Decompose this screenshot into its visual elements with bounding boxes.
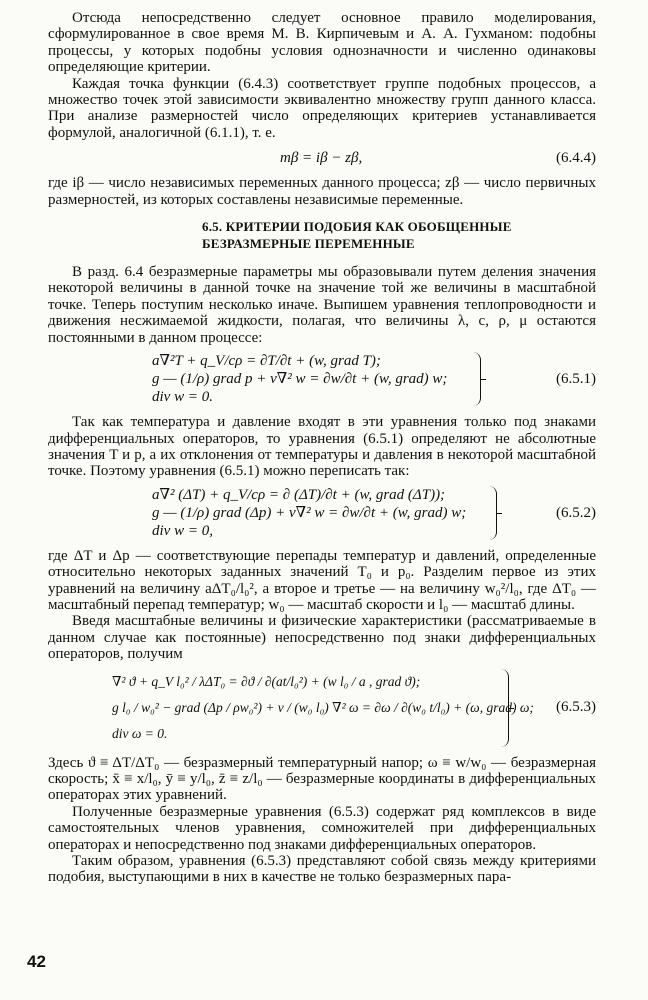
equation-6-5-3-line-3: div ω = 0. [112, 725, 168, 741]
page [48, 10, 596, 886]
equation-6-5-2-line-2: g — (1/ρ) grad (Δp) + ν∇² w = ∂w/∂t + (w, grad) w; [152, 504, 467, 521]
section-heading [202, 218, 596, 252]
equation-6-5-3 [48, 669, 596, 747]
equation-6-5-1-line-3: div w = 0. [152, 389, 213, 406]
paragraph-5: Так как температура и давление входят в эти уравнения только под знаками дифференциальных операторов, то уравнения (6.5.1) определяют не абсолютные значения T и p, а их отклонения от температуры и давления в некоторой масштабной точке. Поэтому уравнения (6.5.1) можно переписать так: [48, 414, 596, 480]
paragraph-7: Введя масштабные величины и физические характеристики (рассматриваемые в данном случае как постоянные) непосредственно под знаки дифференциальных операторов, получим [48, 613, 596, 663]
paragraph-8: Здесь ϑ ≡ ΔT/ΔT₀ — безразмерный температурный напор; ω ≡ w/w₀ — безразмерная скорость; x̄ ≡ x/l₀, ȳ ≡ y/l₀, z̄ ≡ z/l₀ — безразмерные координаты в дифференциальных операторах этих уравнений. [48, 754, 596, 804]
equation-brace [472, 352, 481, 406]
equation-brace [488, 486, 497, 540]
equation-6-5-1 [48, 352, 596, 406]
equation-number-6-4-4: (6.4.4) [556, 150, 596, 167]
paragraph-1: Отсюда непосредственно следует основное правило моделирования, сформулированное в свое время М. В. Кирпичевым и А. А. Гухманом: подобны процессы, у которых подобны условия однозначности и численно одинаковы определяющие критерии. [48, 10, 596, 76]
equation-6-5-2-line-3: div w = 0, [152, 522, 213, 539]
equation-6-5-1-line-2: g — (1/ρ) grad p + ν∇² w = ∂w/∂t + (w, grad) w; [152, 371, 448, 388]
equation-6-4-4 [48, 141, 596, 175]
equation-number-6-5-2: (6.5.2) [556, 504, 596, 521]
paragraph-9: Полученные безразмерные уравнения (6.5.3) содержат ряд комплексов в виде самостоятельных членов уравнения, сомножителей при дифференциальных операторах и непосредственно под знаками дифференциальных операторов. [48, 803, 596, 853]
paragraph-10: Таким образом, уравнения (6.5.3) представляют собой связь между критериями подобия, выступающими в них в качестве не только безразмерных пара- [48, 853, 596, 886]
paragraph-2: Каждая точка функции (6.4.3) соответствует группе подобных процессов, а множество точек этой зависимости эквивалентно множеству групп данного класса. При анализе размерностей число определяющих критериев устанавливается формулой, аналогичной (6.1.1), т. е. [48, 75, 596, 141]
equation-6-5-2 [48, 486, 596, 540]
paragraph-3: где iβ — число независимых переменных данного процесса; zβ — число первичных размерностей, из которых составлены независимые переменные. [48, 175, 596, 208]
equation-brace [500, 669, 509, 747]
equation-6-5-2-line-1: a∇² (ΔT) + q_V/cρ = ∂ (ΔT)/∂t + (w, grad (ΔT)); [152, 486, 446, 503]
equation-6-5-1-line-1: a∇²T + q_V/cρ = ∂T/∂t + (w, grad T); [152, 353, 381, 370]
section-heading-line-1: 6.5. КРИТЕРИИ ПОДОБИЯ КАК ОБОБЩЕННЫЕ [202, 219, 512, 235]
equation-number-6-5-3: (6.5.3) [556, 698, 596, 715]
paragraph-4: В разд. 6.4 безразмерные параметры мы образовывали путем деления значения некоторой величины в данной точке на значение той же величины в масштабной точке. Теперь поступим несколько иначе. Выпишем уравнения теплопроводности и движения несжимаемой жидкости, полагая, что величины λ, c, ρ, μ остаются постоянными в данном процессе: [48, 264, 596, 346]
equation-number-6-5-1: (6.5.1) [556, 371, 596, 388]
paragraph-6: где ΔT и Δp — соответствующие перепады температур и давлений, определенные относительно некоторых заданных значений T₀ и p₀. Разделим первое из этих уравнений на величину aΔT₀/l₀², а второе и третье — на величину w₀²/l₀, где ΔT₀ — масштабный перепад температур; w₀ — масштаб скорости и l₀ — масштаб длины. [48, 547, 596, 613]
equation-6-5-3-line-2: g l₀ / w₀² − grad (Δp / ρw₀²) + ν / (w₀ l₀) ∇² ω = ∂ω / ∂(w₀ t/l₀) + (ω, grad) ω; [112, 699, 534, 715]
section-heading-line-2: БЕЗРАЗМЕРНЫЕ ПЕРЕМЕННЫЕ [202, 236, 415, 252]
equation-6-5-3-line-1: ∇² ϑ + q_V l₀² / λΔT₀ = ∂ϑ / ∂(at/l₀²) + (w l₀ / a , grad ϑ); [112, 673, 421, 689]
page-number: 42 [27, 952, 46, 971]
equation-6-4-4-body: mβ = iβ − zβ, [280, 150, 363, 167]
